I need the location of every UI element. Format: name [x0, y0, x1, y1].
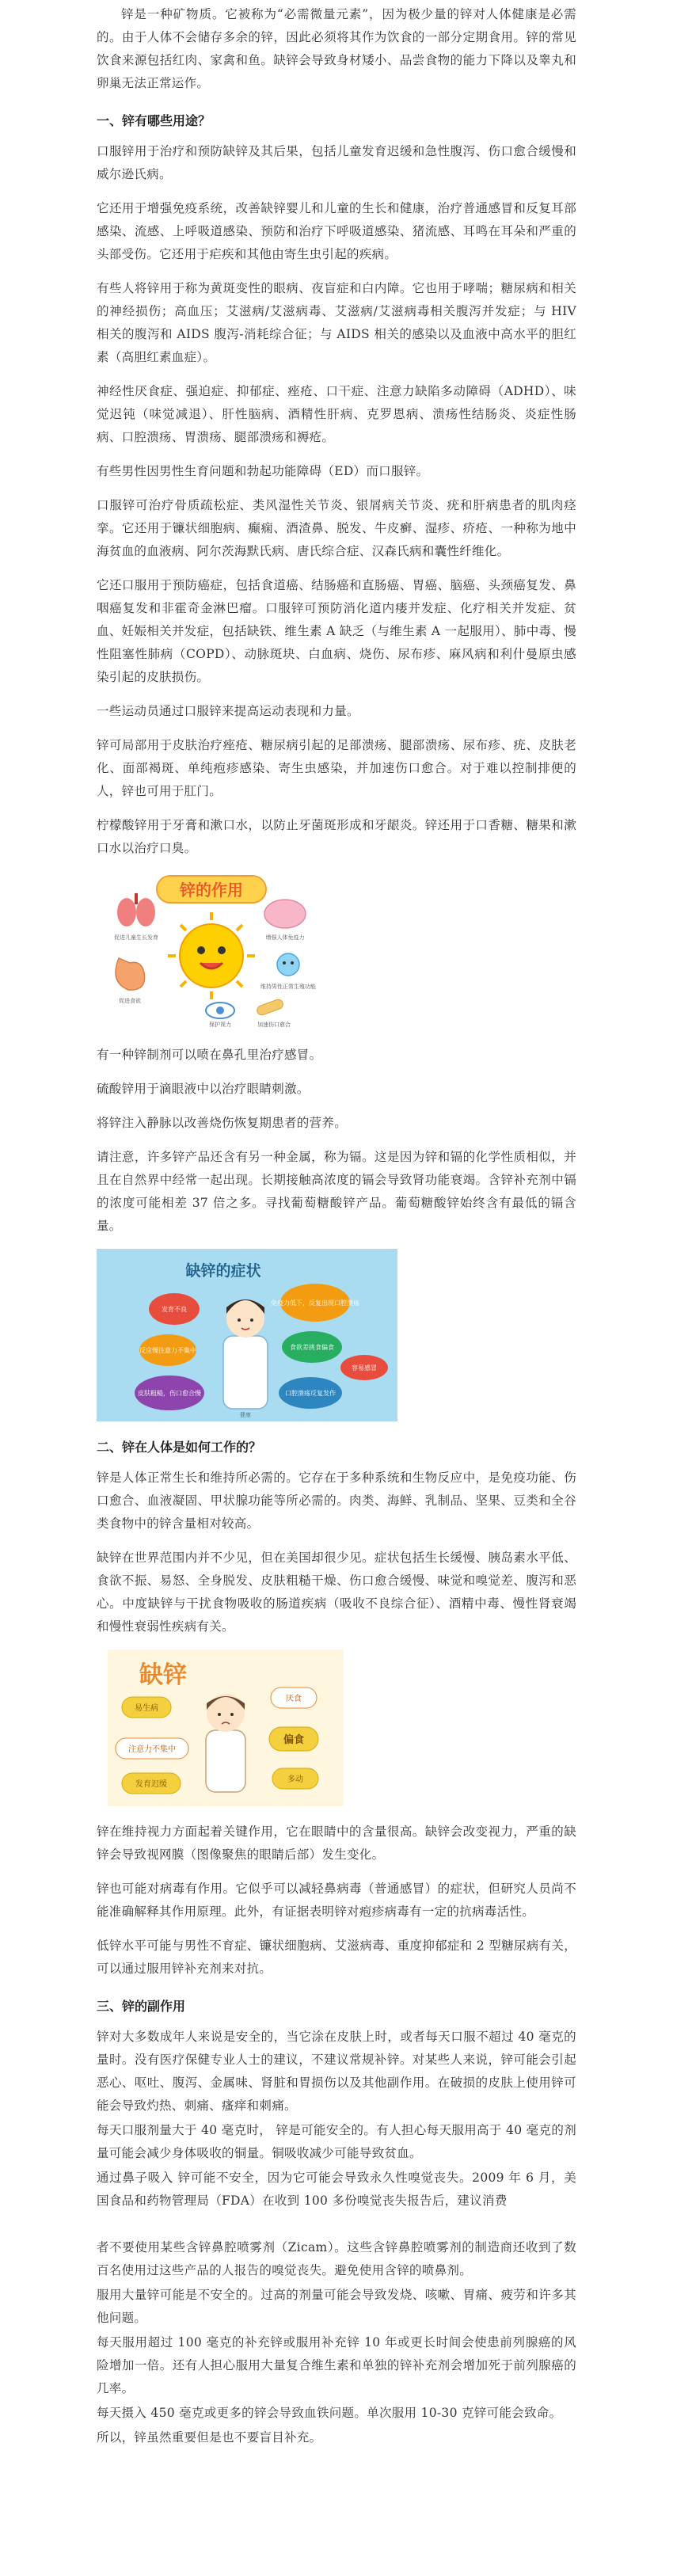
paragraph: 神经性厌食症、强迫症、抑郁症、痤疮、口干症、注意力缺陷多动障碍（ADHD）、味觉迟钝（味觉减退）、肝性脑病、酒精性肝病、克罗恩病、溃疡性结肠炎、炎症性肠病、口腔溃疡、胃溃疡、腿部溃疡和褥疮。	[97, 384, 576, 444]
paragraph: 硫酸锌用于滴眼液中以治疗眼睛刺激。	[97, 1082, 310, 1096]
brain-icon	[264, 900, 306, 941]
paragraph: 口服锌可治疗骨质疏松症、类风湿性关节炎、银屑病关节炎、疣和肝病患者的肌肉痉挛。它还用于镰状细胞病、癫痫、酒渣鼻、脱发、牛皮癣、湿疹、疥疮、一种称为地中海贫血的血液病、阿尔茨海默氏病、唐氏综合症、汉森氏病和囊性纤维化。	[97, 498, 576, 558]
zinc-functions-graphic	[101, 871, 321, 1029]
svg-text:偏食: 偏食	[283, 1734, 305, 1746]
paragraph: 锌可局部用于皮肤治疗痤疮、糖尿病引起的足部溃疡、腿部溃疡、尿布疹、疣、皮肤老化、面部褐斑、单纯疱疹感染、寄生虫感染，并加速伤口愈合。对于难以控制排便的人，锌也可用于肛门。	[97, 738, 576, 798]
paragraph: 者不要使用某些含锌鼻腔喷雾剂（Zicam）。这些含锌鼻腔喷雾剂的制造商还收到了数百名使用过这些产品的人报告的嗅觉丧失。避免使用含锌的喷鼻剂。	[97, 2240, 576, 2277]
paragraph: 每天服用超过 100 毫克的补充锌或服用补充锌 10 年或更长时间会使患前列腺癌的风险增加一倍。还有人担心服用大量复合维生素和单独的锌补充剂会增加死于前列腺癌的几率。	[97, 2335, 576, 2395]
paragraph: 有些人将锌用于称为黄斑变性的眼病、夜盲症和白内障。它也用于哮喘；糖尿病和相关的神经损伤；高血压；艾滋病/艾滋病毒、艾滋病/艾滋病毒相关腹泻并发症；与 HIV 相关的腹泻和 AIDS 腹泻-消耗综合征；与 AIDS 相关的感染以及血液中高水平的胆红素（高胆红素血症）。	[97, 281, 576, 364]
paragraph: 请注意，许多锌产品还含有另一种金属，称为镉。这是因为锌和镉的化学性质相似，并且在自然界中经常一起出现。长期接触高浓度的镉会导致肾功能衰竭。含锌补充剂中镉的浓度可能相差 37 倍之多。寻找葡萄糖酸锌产品。葡萄糖酸锌始终含有最低的镉含量。	[97, 1150, 576, 1233]
symptoms-graphic	[97, 1249, 397, 1421]
paragraph: 通过鼻子吸入 锌可能不安全，因为它可能会导致永久性嗅觉丧失。2009 年 6 月，美国食品和药物管理局（FDA）在收到 100 多份嗅觉丧失报告后，建议消费	[97, 2171, 576, 2208]
svg-text:口腔溃疡反复发作: 口腔溃疡反复发作	[285, 1390, 336, 1397]
title-banner	[157, 876, 266, 903]
intro-paragraph: 锌是一种矿物质。它被称为“必需微量元素”，因为极少量的锌对人体健康是必需的。由于人体不会储存多余的锌，因此必须将其作为饮食的一部分定期食用。锌的常见饮食来源包括红肉、家禽和鱼。缺锌会导致身材矮小、品尝食物的能力下降以及睾丸和卵巢无法正常运作。	[97, 7, 576, 90]
svg-text:厌食: 厌食	[286, 1695, 302, 1703]
side-effects-block-b	[97, 2236, 576, 2449]
section-heading: 二、锌在人体是如何工作的？	[97, 1440, 262, 1455]
paragraph: 锌对大多数成年人来说是安全的，当它涂在皮肤上时，或者每天口服不超过 40 毫克的量时。没有医疗保健专业人士的建议，不建议常规补锌。对某些人来说，锌可能会引起恶心、呕吐、腹泻、金属味、肾脏和胃损伤以及其他副作用。在破损的皮肤上使用锌可能会导致灼热、刺痛、瘙痒和刺痛。	[97, 2030, 576, 2113]
paragraph: 锌是人体正常生长和维持所必需的。它存在于多种系统和生物反应中，是免疫功能、伤口愈合、血液凝固、甲状腺功能等所必需的。肉类、海鲜、乳制品、坚果、豆类和全谷类食物中的锌含量相对较高。	[97, 1471, 576, 1531]
paragraph: 每天摄入 450 毫克或更多的锌会导致血铁问题。单次服用 10-30 克锌可能会致命。	[97, 2406, 562, 2420]
zinc-deficiency-child-illustration	[108, 1649, 344, 1806]
figure2-title: 缺锌的症状	[185, 1262, 261, 1280]
paragraph: 它还用于增强免疫系统，改善缺锌婴儿和儿童的生长和健康，治疗普通感冒和反复耳部感染、流感、上呼吸道感染、预防和治疗下呼吸道感染、猪流感、耳鸣在耳朵和严重的头部受伤。它还用于疟疾和其他由寄生虫引起的疾病。	[97, 201, 576, 261]
deficiency-graphic	[108, 1649, 344, 1806]
symptom-bubble	[340, 1355, 388, 1380]
svg-text:反应慢注意力不集中: 反应慢注意力不集中	[139, 1347, 196, 1354]
svg-text:保护视力: 保护视力	[209, 1022, 231, 1028]
figure1-title: 锌的作用	[180, 881, 243, 900]
svg-text:发育迟缓: 发育迟缓	[135, 1780, 167, 1789]
svg-text:促进儿童生长发育: 促进儿童生长发育	[114, 934, 158, 941]
svg-text:容易感冒: 容易感冒	[352, 1364, 377, 1372]
eye-icon	[206, 1003, 234, 1028]
section-heading: 三、锌的副作用	[97, 1999, 186, 2014]
paragraph: 锌也可能对病毒有作用。它似乎可以减轻鼻病毒（普通感冒）的症状，但研究人员尚不能准确解释其作用原理。此外，有证据表明锌对疱疹病毒有一定的抗病毒活性。	[97, 1882, 576, 1919]
svg-text:多动: 多动	[287, 1775, 303, 1784]
figure3-title: 缺锌	[139, 1661, 187, 1689]
symptom-bubble	[135, 1376, 204, 1410]
paragraph: 所以，锌虽然重要但是也不要盲目补充。	[97, 2430, 322, 2445]
paragraph: 缺锌在世界范围内并不少见，但在美国却很少见。症状包括生长缓慢、胰岛素水平低、食欲不振、易怒、全身脱发、皮肤粗糙干燥、伤口愈合缓慢、味觉和嗅觉差、腹泻和恶心。中度缺锌与干扰食物吸收的肠道疾病（吸收不良综合征）、酒精中毒、慢性肾衰竭和慢性衰弱性疾病有关。	[97, 1551, 576, 1634]
paragraph: 低锌水平可能与男性不育症、镰状细胞病、艾滋病毒、重度抑郁症和 2 型糖尿病有关，可以通过服用锌补充剂来对抗。	[97, 1939, 576, 1976]
paragraph: 将锌注入静脉以改善烧伤恢复期患者的营养。	[97, 1116, 348, 1130]
svg-text:易生病: 易生病	[135, 1704, 158, 1713]
doctor-icon	[223, 1299, 268, 1409]
symptom-bubble	[122, 1697, 171, 1718]
paragraph: 口服锌用于治疗和预防缺锌及其后果，包括儿童发育迟缓和急性腹泻、伤口愈合缓慢和威尔逊氏病。	[97, 144, 576, 181]
svg-text:皮肤粗糙，伤口愈合慢: 皮肤粗糙，伤口愈合慢	[138, 1390, 201, 1397]
symptom-bubble	[116, 1738, 188, 1759]
symptom-bubble	[122, 1773, 181, 1794]
svg-text:发育不良: 发育不良	[162, 1306, 187, 1313]
spacer	[97, 2214, 576, 2236]
paragraph: 有一种锌制剂可以喷在鼻孔里治疗感冒。	[97, 1048, 322, 1062]
paragraph: 有些男性因男性生育问题和勃起功能障碍（ED）而口服锌。	[97, 464, 429, 478]
zinc-functions-illustration	[101, 871, 321, 1029]
svg-text:增强人体免疫力: 增强人体免疫力	[265, 934, 305, 941]
symptom-bubble	[272, 1768, 318, 1789]
paragraph: 每天口服剂量大于 40 毫克时， 锌是可能安全的。有人担心每天服用高于 40 毫克的剂量可能会减少身体吸收的铜量。铜吸收减少可能导致贫血。	[97, 2123, 576, 2160]
stomach-icon	[116, 958, 145, 1004]
section-heading: 一、锌有哪些用途？	[97, 113, 211, 128]
svg-text:维持男性正常生殖功能: 维持男性正常生殖功能	[260, 984, 316, 990]
sun-mascot-icon	[168, 912, 255, 999]
svg-text:食欲差挑食偏食: 食欲差挑食偏食	[290, 1344, 334, 1351]
symptom-bubble	[282, 1331, 342, 1363]
paragraph: 它还口服用于预防癌症，包括食道癌、结肠癌和直肠癌、胃癌、脑癌、头颈癌复发、鼻咽癌复发和非霍奇金淋巴瘤。口服锌可预防消化道内瘘并发症、化疗相关并发症、贫血、妊娠相关并发症，包括缺铁、维生素 A 缺乏（与维生素 A 一起服用）、肺中毒、慢性阻塞性肺病（COPD）、动脉斑块、白血病、烧伤、尿布疹、麻风病和利什曼原虫感染引起的皮肤损伤。	[97, 578, 576, 684]
figure2-caption: 健康	[240, 1412, 251, 1418]
symptom-bubble	[271, 1688, 317, 1708]
zinc-deficiency-symptoms-illustration	[97, 1249, 397, 1421]
paragraph: 服用大量锌可能是不安全的。过高的剂量可能会导致发烧、咳嗽、胃痛、疲劳和许多其他问题。	[97, 2288, 576, 2325]
paragraph: 锌在维持视力方面起着关键作用，它在眼睛中的含量很高。缺锌会改变视力，严重的缺锌会导致视网膜（图像聚焦的眼睛后部）发生变化。	[97, 1825, 576, 1862]
symptom-bubble	[269, 1727, 318, 1751]
symptom-bubble	[139, 1334, 196, 1366]
symptom-bubble	[149, 1293, 200, 1325]
svg-text:免疫力低下，反复出现口腔溃疡: 免疫力低下，反复出现口腔溃疡	[271, 1299, 359, 1307]
paragraph: 柠檬酸锌用于牙膏和漱口水，以防止牙菌斑形成和牙龈炎。锌还用于口香糖、糖果和漱口水以治疗口臭。	[97, 818, 576, 855]
svg-text:促进食欲: 促进食欲	[119, 998, 141, 1004]
svg-text:注意力不集中: 注意力不集中	[128, 1745, 176, 1754]
paragraph: 一些运动员通过口服锌来提高运动表现和力量。	[97, 704, 359, 718]
side-effects-block-a	[97, 2026, 576, 2213]
symptom-bubble	[279, 1377, 342, 1409]
svg-text:加速伤口愈合: 加速伤口愈合	[257, 1022, 291, 1028]
child-icon	[206, 1694, 245, 1792]
